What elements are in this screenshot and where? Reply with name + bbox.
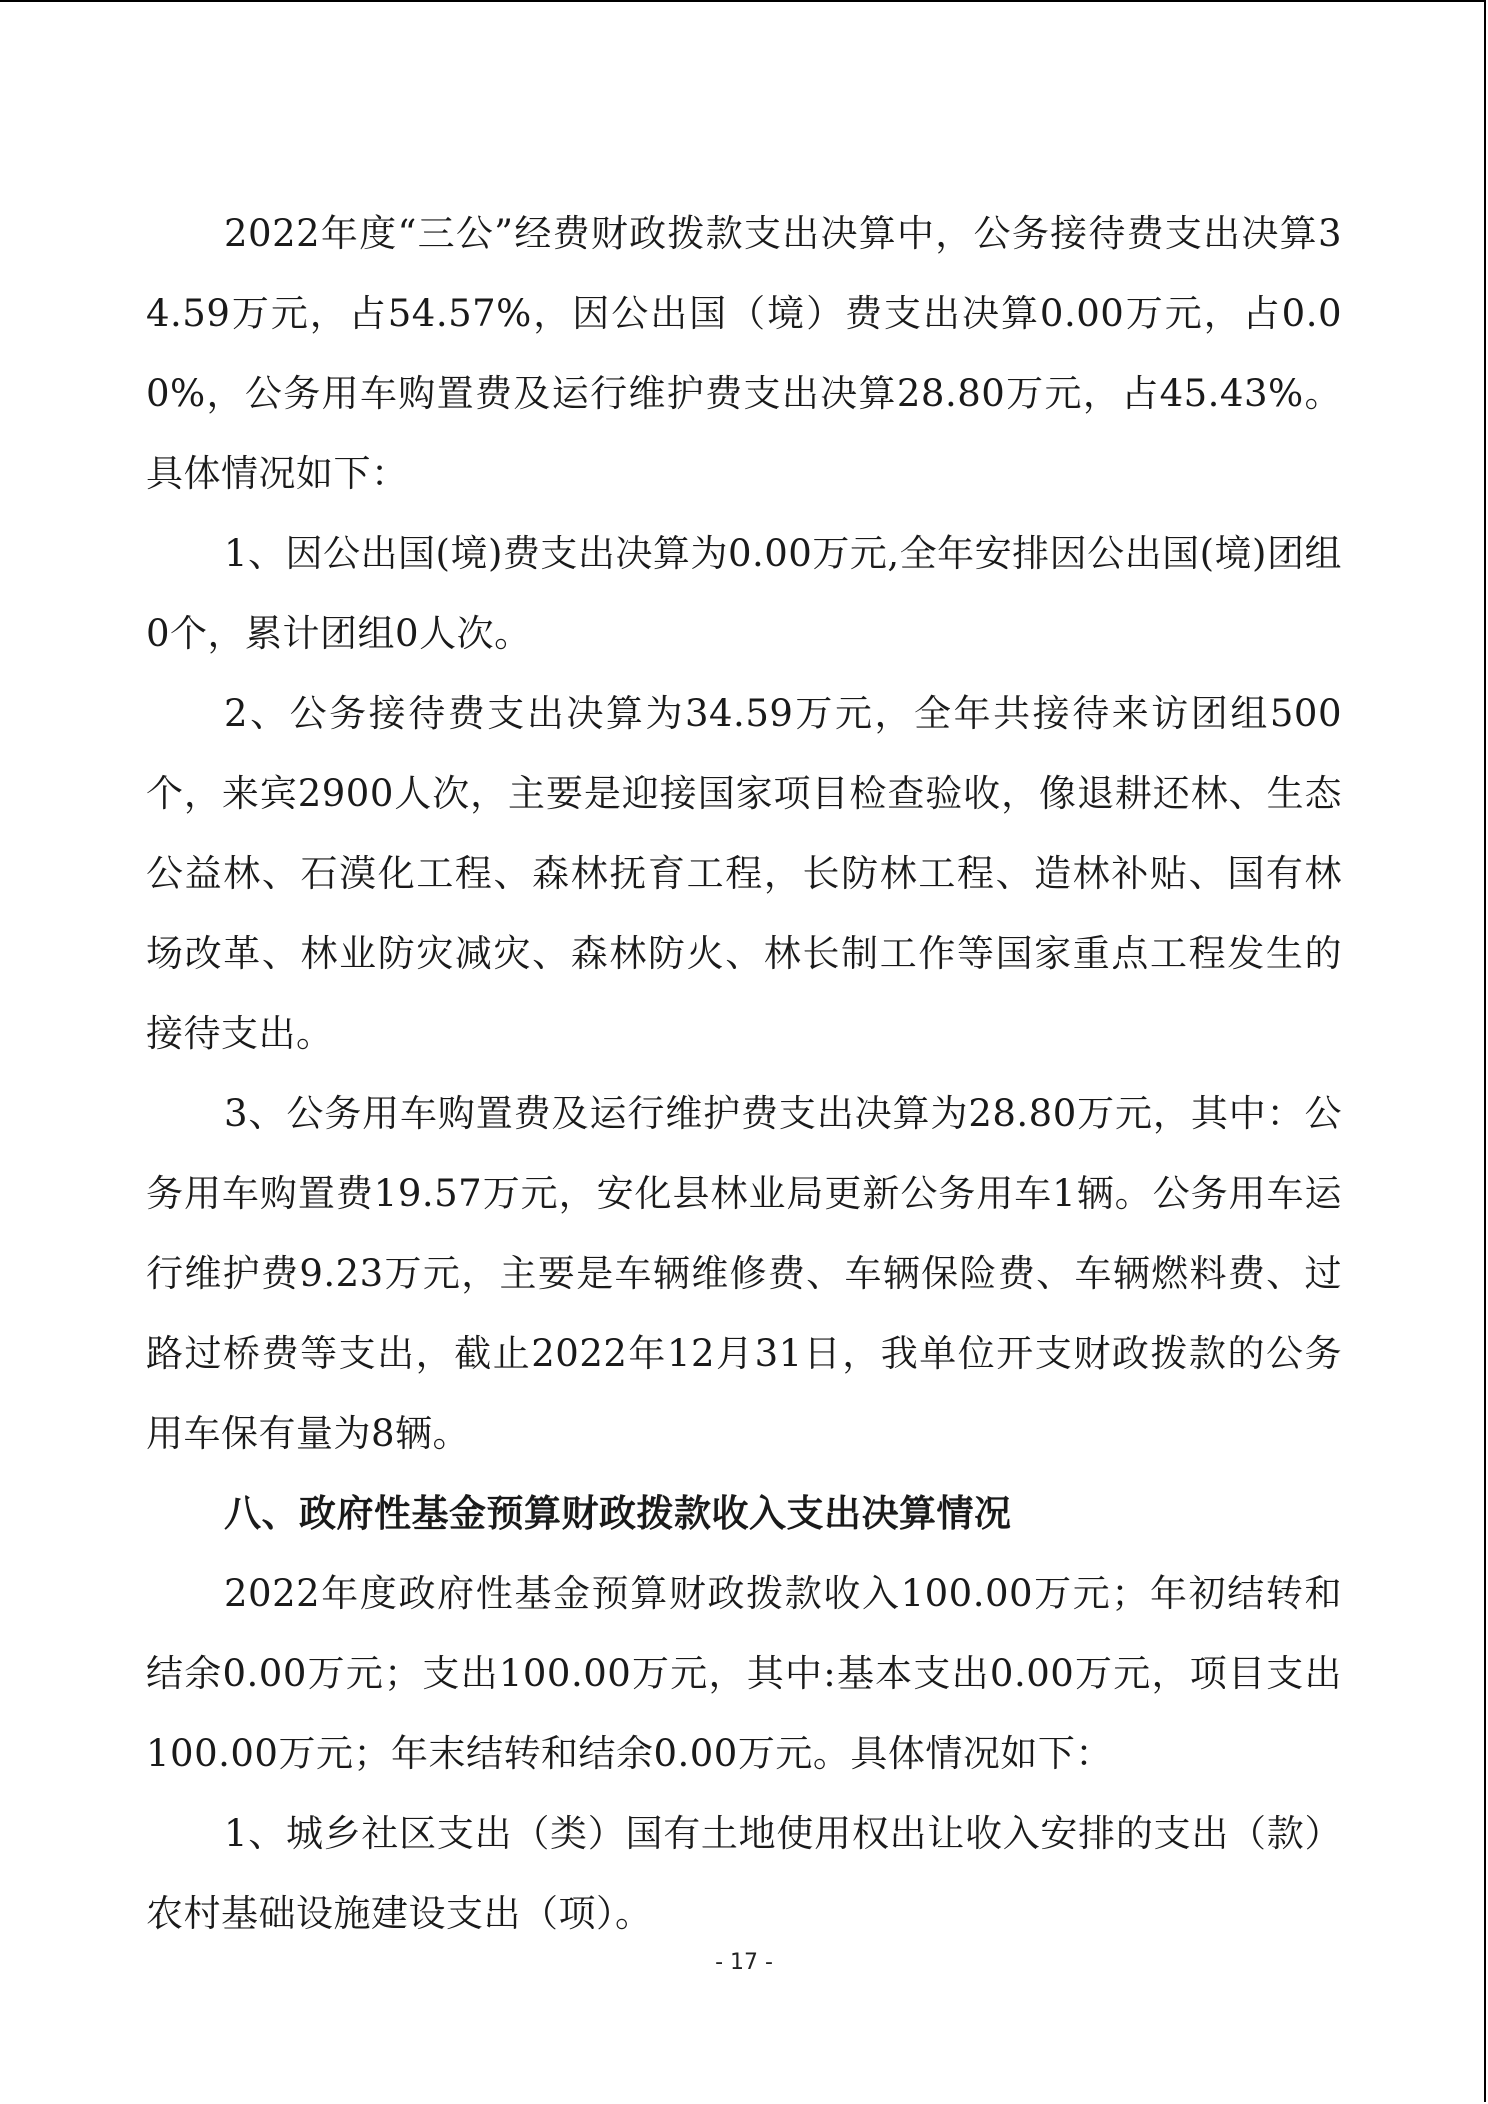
paragraph-sangong-summary: 2022年度“三公”经费财政拨款支出决算中，公务接待费支出决算34.59万元，占54.57%，因公出国（境）费支出决算0.00万元，占0.00%，公务用车购置费及运行维护费支出决算28.80万元，占45.43%。具体情况如下： [146, 212, 1342, 495]
paragraph-reception-expense: 2、公务接待费支出决算为34.59万元，全年共接待来访团组500个，来宾2900人次，主要是迎接国家项目检查验收，像退耕还林、生态公益林、石漠化工程、森林抚育工程，长防林工程、造林补贴、国有林场改革、林业防灾减灾、森林防火、林长制工作等国家重点工程发生的接待支出。 [146, 692, 1342, 1055]
section-heading: 八、政府性基金预算财政拨款收入支出决算情况 [224, 1492, 1012, 1535]
paragraph-fund-item-1: 1、城乡社区支出（类）国有土地使用权出让收入安排的支出（款）农村基础设施建设支出（项）。 [146, 1812, 1342, 1935]
paragraph-vehicle-expense: 3、公务用车购置费及运行维护费支出决算为28.80万元，其中：公务用车购置费19.57万元，安化县林业局更新公务用车1辆。公务用车运行维护费9.23万元，主要是车辆维修费、车辆保险费、车辆燃料费、过路过桥费等支出，截止2022年12月31日，我单位开支财政拨款的公务用车保有量为8辆。 [146, 1092, 1342, 1455]
document-body [146, 194, 1342, 1954]
paragraph-overseas-travel: 1、因公出国(境)费支出决算为0.00万元,全年安排因公出国(境)团组0个，累计团组0人次。 [146, 532, 1342, 655]
page-number: - 17 - [715, 1950, 773, 1975]
paragraph-fund-budget-summary: 2022年度政府性基金预算财政拨款收入100.00万元；年初结转和结余0.00万元；支出100.00万元，其中:基本支出0.00万元，项目支出100.00万元；年末结转和结余0.00万元。具体情况如下： [146, 1572, 1342, 1775]
